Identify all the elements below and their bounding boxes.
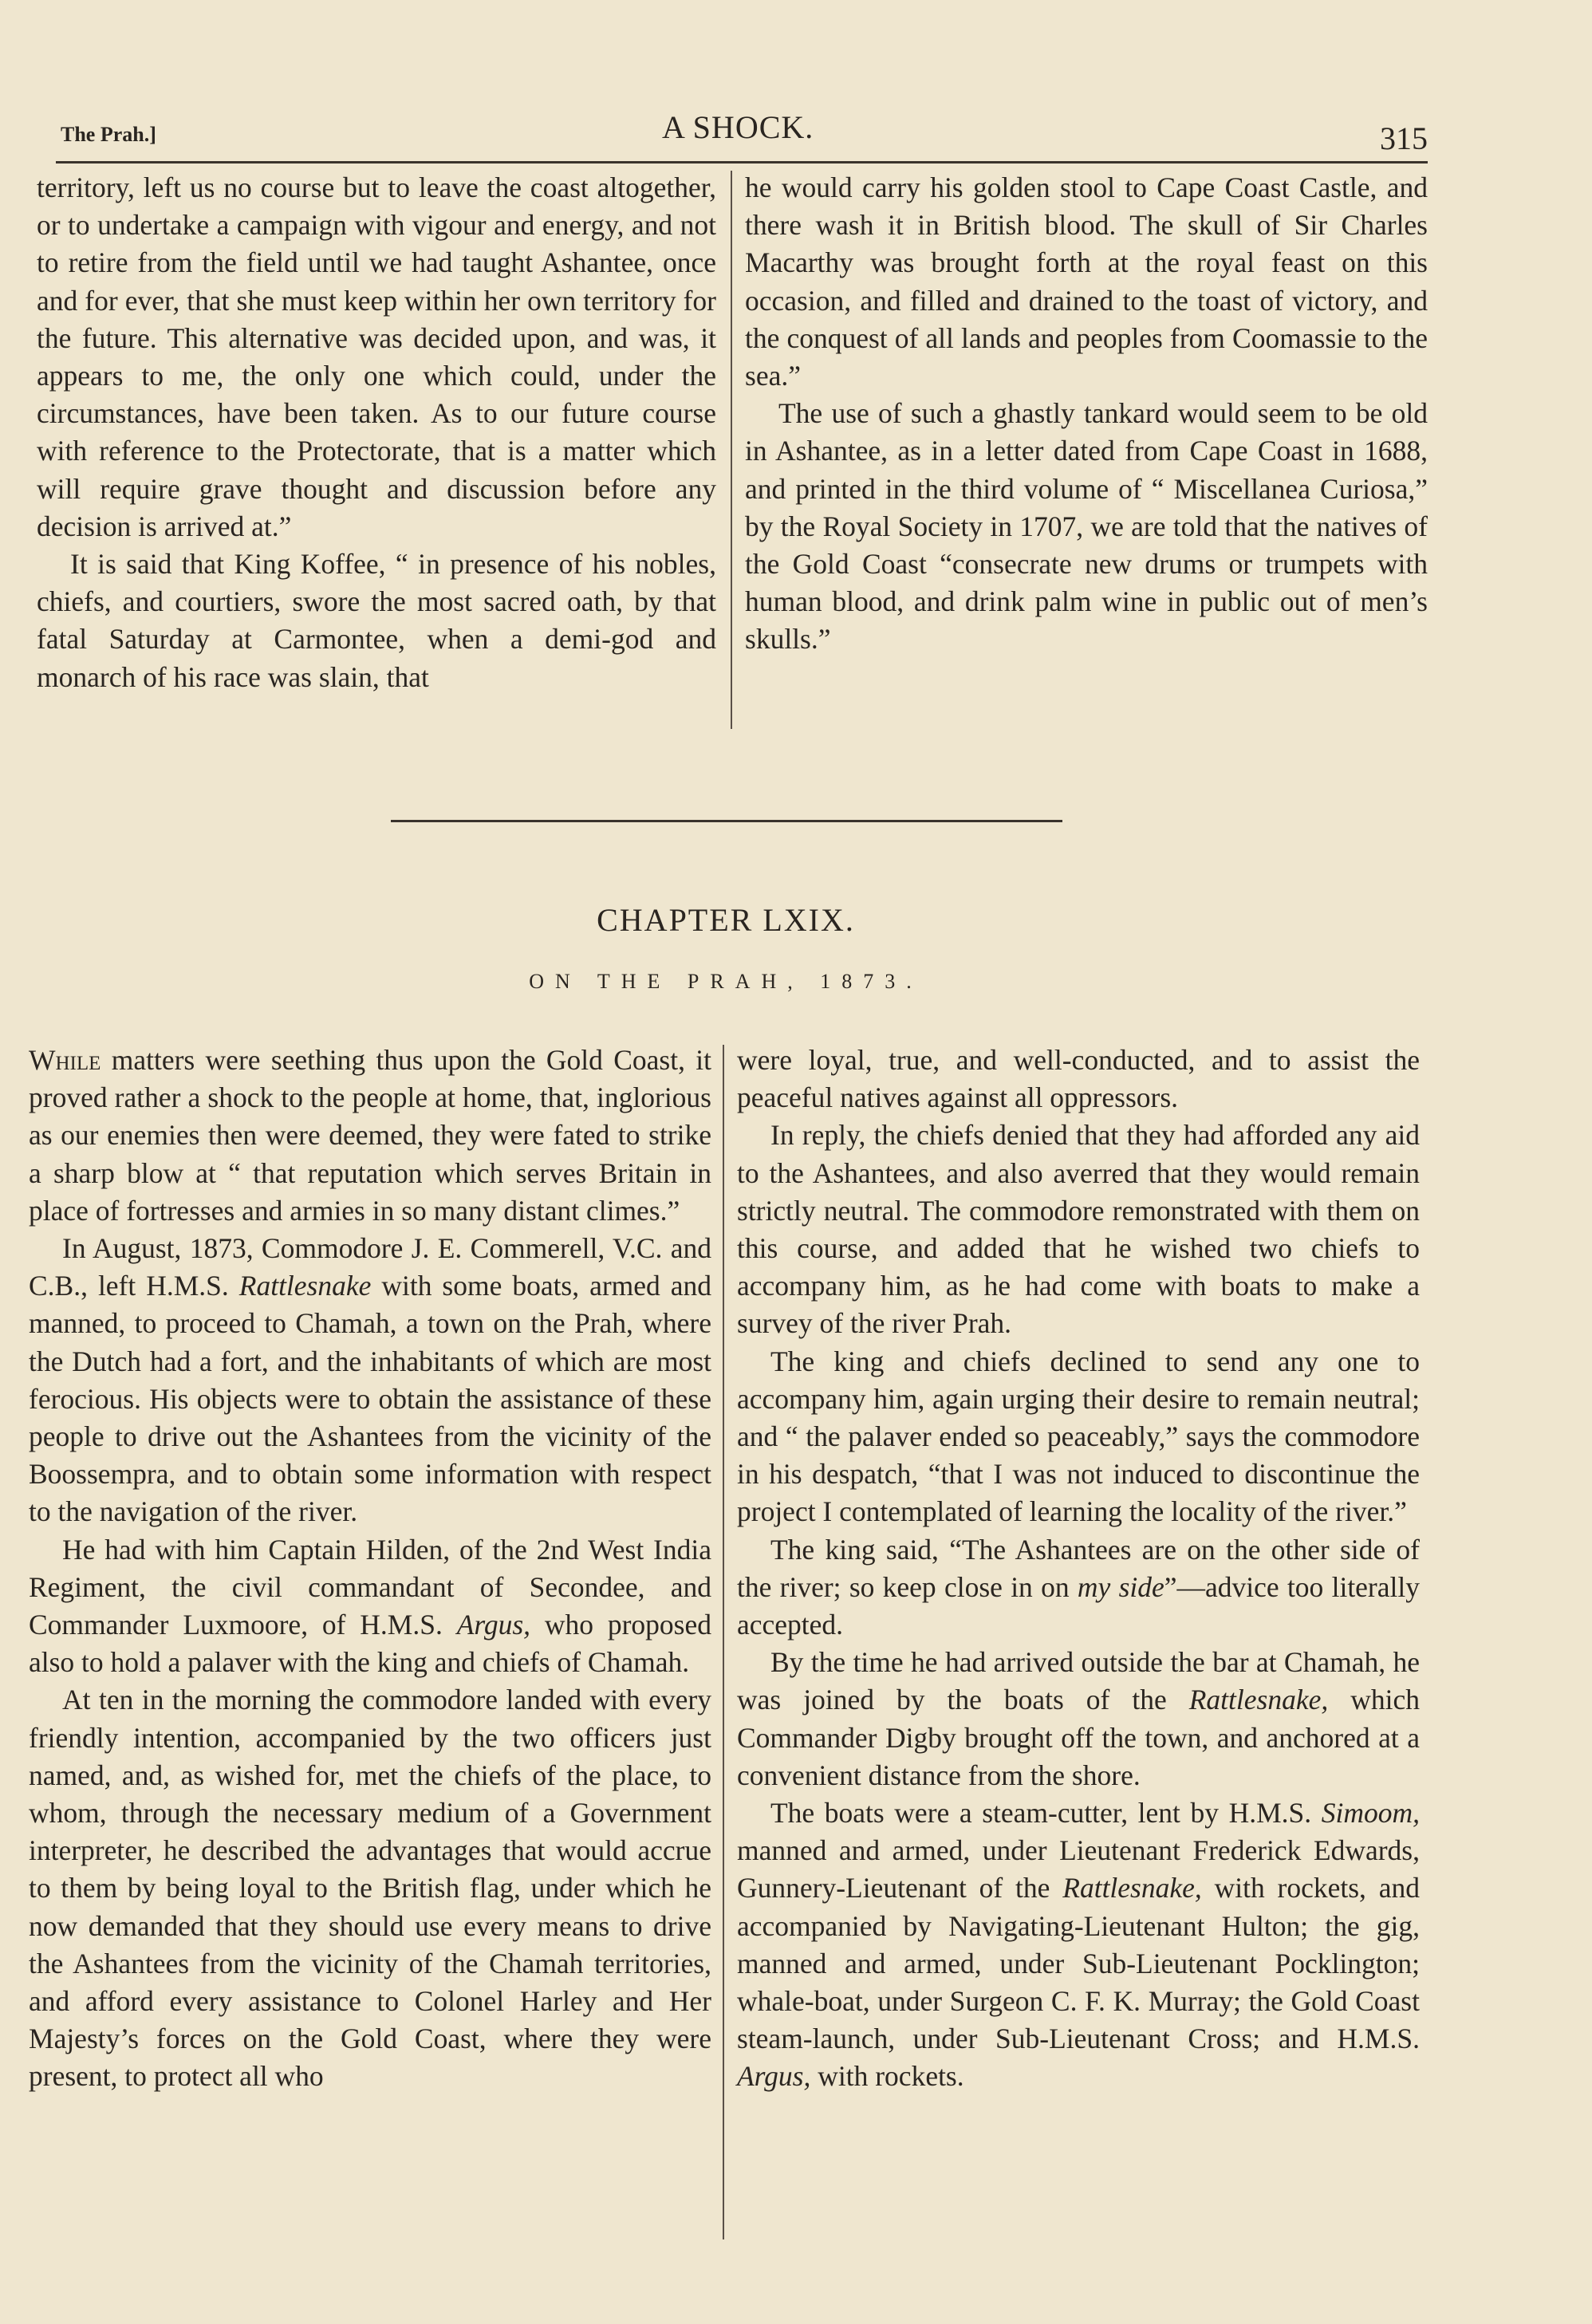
paragraph: At ten in the morning the commodore landed with every friendly intention, accompanied by the two officers just named, and, as wished for, met the chiefs of the place, to whom, through the necessary medium of a Government interpreter, he described the advantages that would accrue to them by being loyal to the British flag, under which he now demanded that they should use every means to drive the Ashantees from the vicinity of the Chamah territories, and afford every assistance to Colonel Harley and Her Majesty’s forces on the Gold Coast, where they were present, to protect all who: [29, 1684, 711, 2093]
column-divider: [731, 171, 732, 729]
paragraph: In August, 1873, Commodore J. E. Commerell, V.C. and C.B., left H.M.S. Rattlesnake with some boats, armed and manned, to proceed to Chamah, a town on the Prah, where the Dutch had a fort, and the inhabitants of which are most ferocious. His objects were to obtain the assistance of these people to drive out the Ashantees from the vicinity of the Boossempra, and to obtain some information with respect to the navigation of the river.: [29, 1232, 712, 1528]
paragraph: It is said that King Koffee, “ in presence of his nobles, chiefs, and courtiers, swore the most sacred oath, by that fatal Saturday at Carmontee, when a demi-god and monarch of his race was slain, that: [37, 548, 716, 693]
ship-name: Rattlesnake: [238, 1270, 372, 1302]
chapter-title: CHAPTER LXIX.: [597, 902, 855, 938]
header-rule: [56, 161, 1428, 163]
top-right-column: [745, 169, 1428, 659]
ship-name: Rattlesnake,: [1188, 1684, 1329, 1716]
section-marker: The Prah.]: [61, 123, 156, 146]
ship-name: Rattlesnake,: [1062, 1872, 1202, 1904]
paragraph: were loyal, true, and well-conducted, and to assist the peaceful natives against all oppressors.: [737, 1044, 1420, 1114]
ship-name: Argus,: [456, 1609, 531, 1641]
paragraph: In reply, the chiefs denied that they had afforded any aid to the Ashantees, and also averred that they would remain strictly neutral. The commodore remonstrated with them on this course, and added that he wished two chiefs to accompany him, as he had come with boats to make a survey of the river Prah.: [737, 1119, 1420, 1340]
ship-name: Simoom,: [1321, 1797, 1420, 1830]
ship-name: Argus,: [737, 2060, 811, 2093]
drop-lead-word: While: [29, 1044, 101, 1076]
section-divider: [391, 820, 1062, 822]
column-divider: [723, 1045, 724, 2239]
page-number: 315: [1380, 120, 1428, 156]
paragraph: The boats were a steam-cutter, lent by H.M.S. Simoom, manned and armed, under Lieutenant Frederick Edwards, Gunnery-Lieutenant of the Rattlesnake, with rockets, and accompanied by Navigating-Lieutenant Hulton; the gig, manned and armed, under Sub-Lieutenant Pocklington; whale-boat, under Surgeon C. F. K. Murray; the Gold Coast steam-launch, under Sub-Lieutenant Cross; and H.M.S. Argus, with rockets.: [737, 1797, 1420, 2093]
emphasis: my side: [1077, 1570, 1164, 1603]
top-left-column: [37, 169, 716, 696]
paragraph: he would carry his golden stool to Cape Coast Castle, and there wash it in British blood. The skull of Sir Charles Macarthy was brought forth at the royal feast on this occasion, and filled and drained to the toast of victory, and the conquest of all lands and peoples from Coomassie to the sea.”: [745, 171, 1428, 392]
chapter-subtitle: ON THE PRAH, 1873.: [529, 970, 923, 993]
page-title: A SHOCK.: [662, 109, 814, 145]
paragraph: territory, left us no course but to leave the coast altogether, or to undertake a campaign with vigour and energy, and not to retire from the field until we had taught Ashantee, once and for ever, that she must keep within her own territory for the future. This alternative was decided upon, and was, it appears to me, the only one which could, under the circumstances, have been taken. As to our future course with reference to the Protectorate, that is a matter which will require grave thought and discussion before any decision is arrived at.”: [37, 171, 716, 542]
paragraph: The king and chiefs declined to send any one to accompany him, again urging their desire to remain neutral; and “ the palaver ended so peaceably,” says the commodore in his despatch, “that I was not induced to discontinue the project I contemplated of learning the locality of the river.”: [737, 1345, 1420, 1528]
running-head: [56, 104, 1428, 160]
paragraph: He had with him Captain Hilden, of the 2nd West India Regiment, the civil commandant of Secondee, and Commander Luxmoore, of H.M.S. Argus, who proposed also to hold a palaver with the king and chiefs of Chamah.: [29, 1533, 711, 1679]
paragraph: The king said, “The Ashantees are on the other side of the river; so keep close in on my side”—advice too literally accepted.: [737, 1533, 1420, 1641]
paragraph: While matters were seething thus upon the Gold Coast, it proved rather a shock to the people at home, that, inglorious as our enemies then were deemed, they were fated to strike a sharp blow at “ that reputation which serves Britain in place of fortresses and armies in so many distant climes.”: [29, 1044, 711, 1227]
paragraph: The use of such a ghastly tankard would seem to be old in Ashantee, as in a letter dated from Cape Coast in 1688, and printed in the third volume of “ Miscellanea Curiosa,” by the Royal Society in 1707, we are told that the natives of the Gold Coast “consecrate new drums or trumpets with human blood, and drink palm wine in public out of men’s skulls.”: [745, 397, 1428, 656]
bottom-right-column: [737, 1042, 1420, 2096]
bottom-left-column: [29, 1042, 711, 2096]
paragraph: By the time he had arrived outside the bar at Chamah, he was joined by the boats of the Rattlesnake, which Commander Digby brought off the town, and anchored at a convenient distance from the shore.: [737, 1646, 1420, 1791]
